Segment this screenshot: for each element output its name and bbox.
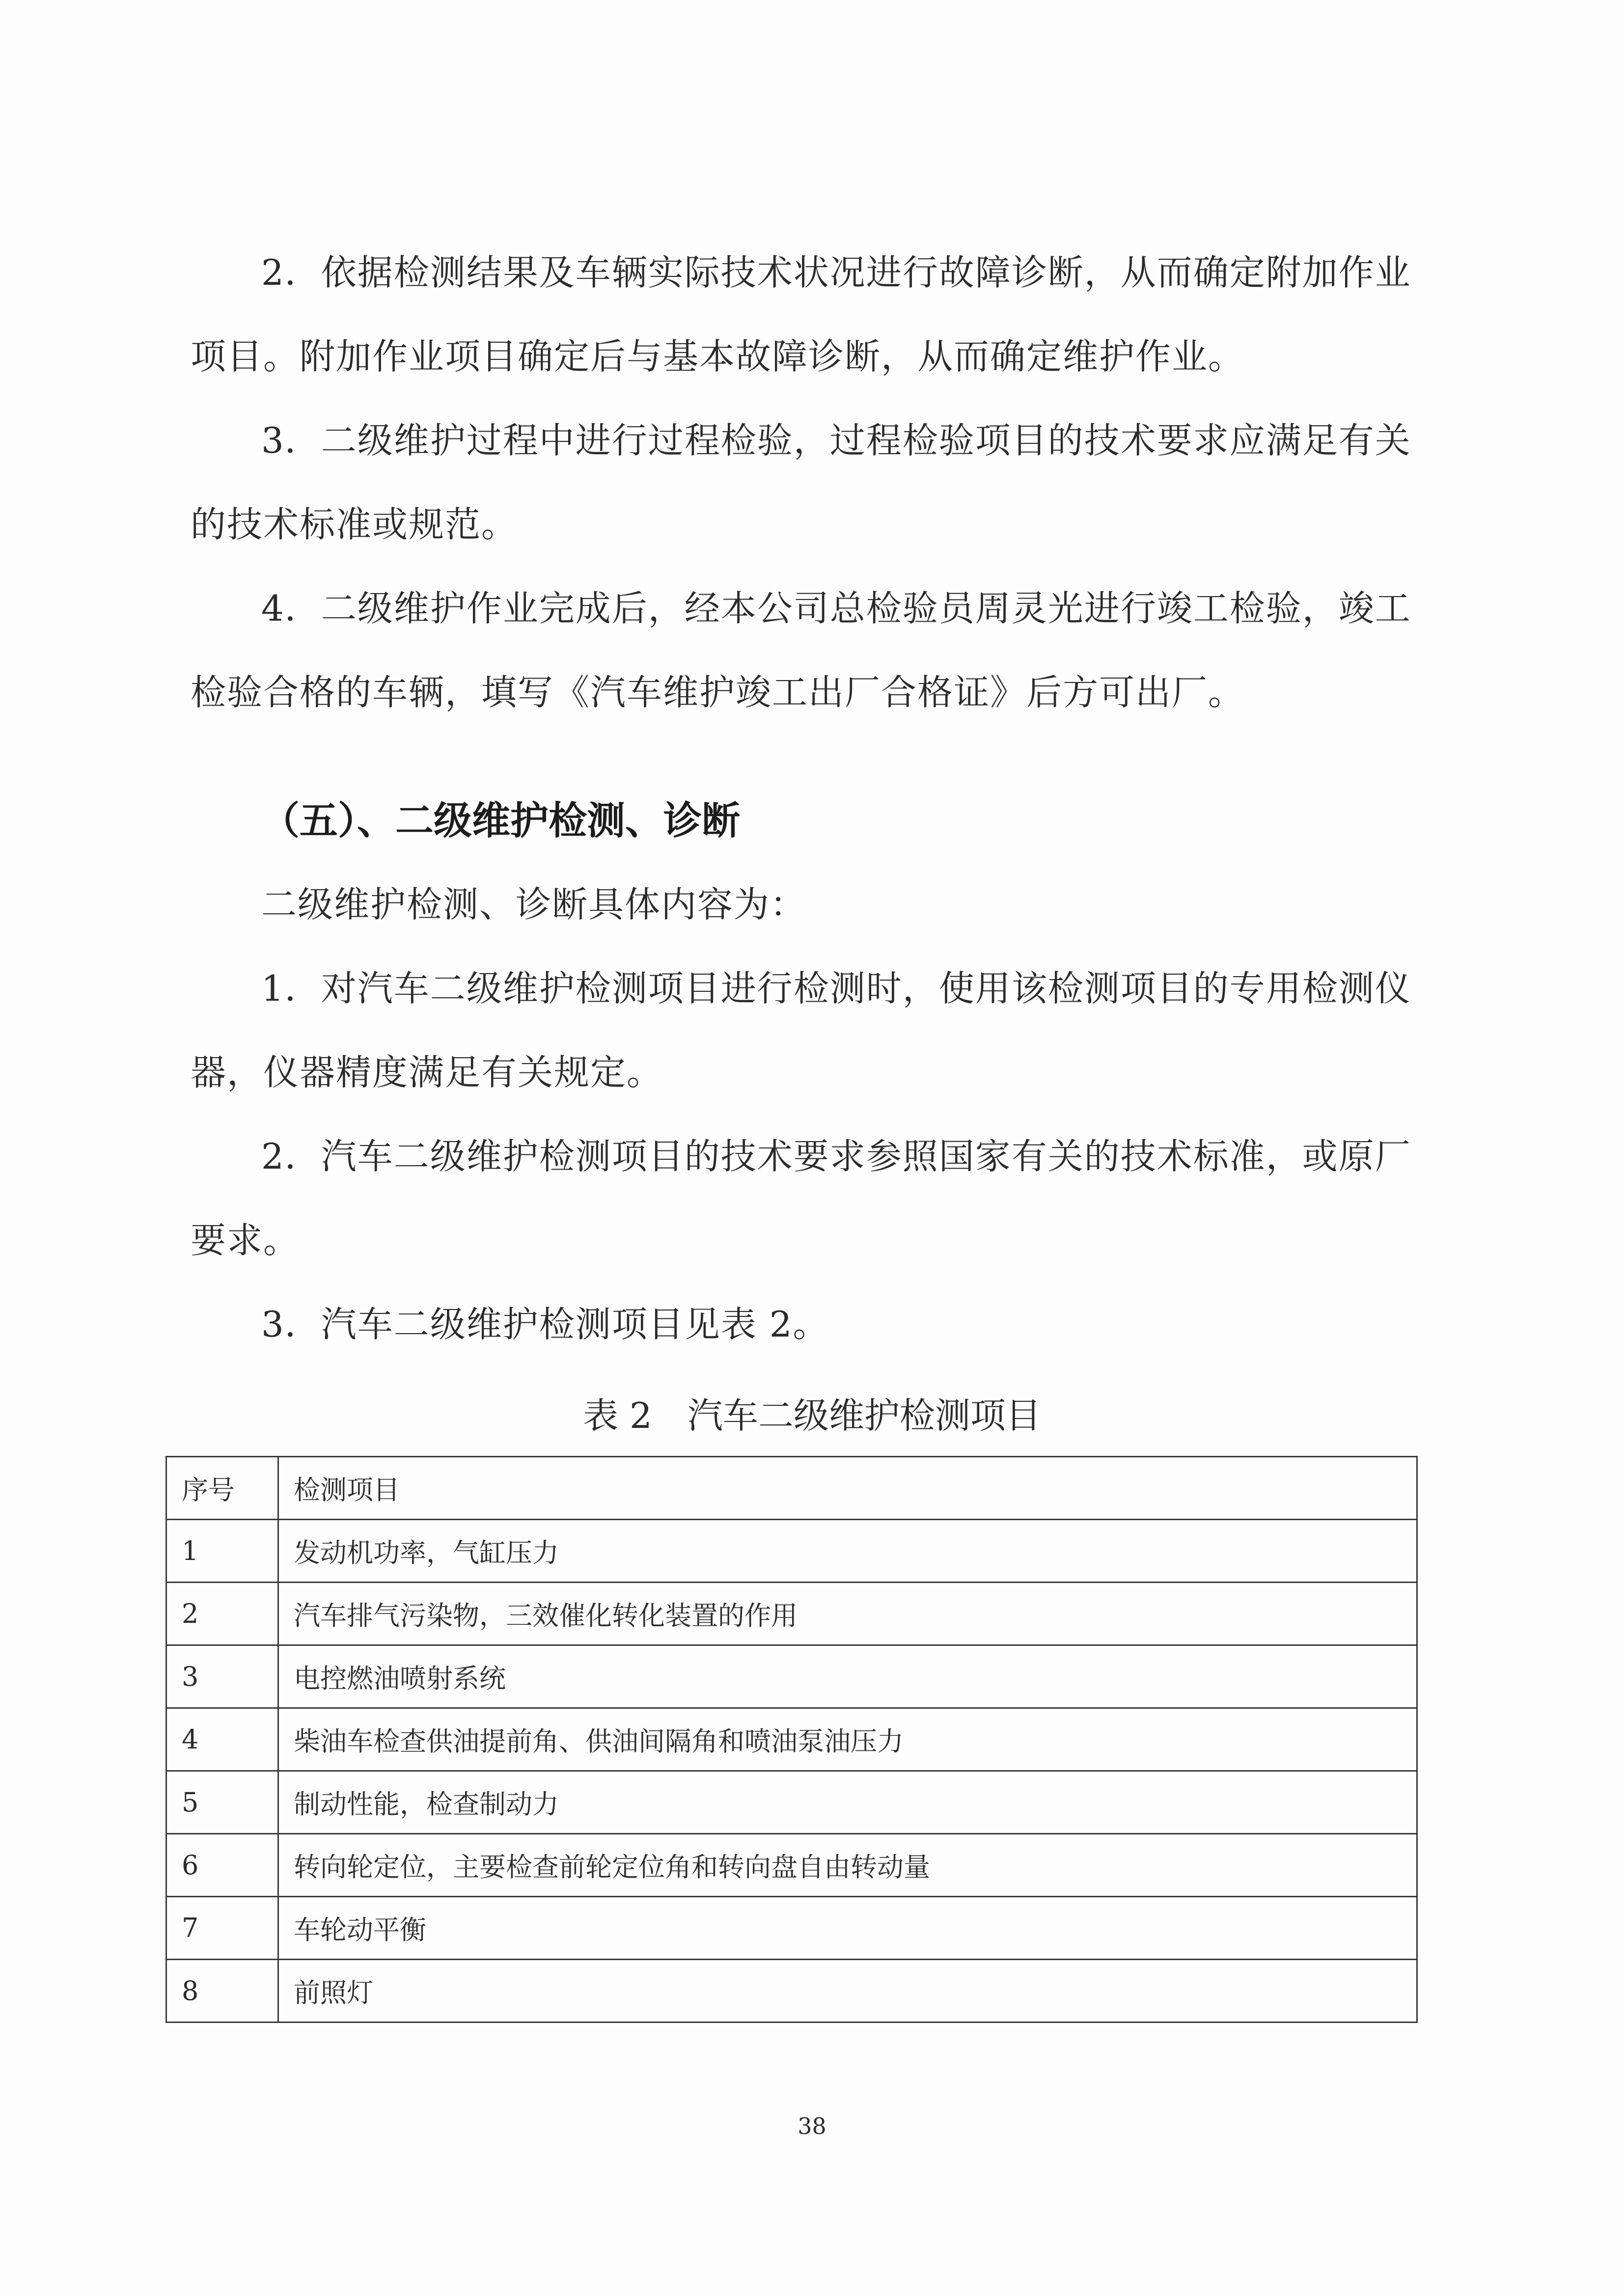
section-intro: 二级维护检测、诊断具体内容为： bbox=[261, 884, 807, 925]
row-item-cell: 发动机功率，气缸压力 bbox=[278, 1520, 1417, 1583]
section-item-3: 3．汽车二级维护检测项目见表 2。 bbox=[261, 1304, 829, 1345]
table-row bbox=[166, 1771, 1417, 1834]
table-caption: 表 2 汽车二级维护检测项目 bbox=[583, 1395, 1041, 1436]
inspection-items-table bbox=[165, 1456, 1418, 2023]
paragraph-2: 2．依据检测结果及车辆实际技术状况进行故障诊断，从而确定附加作业项目。附加作业项目确定后与基本故障诊断，从而确定维护作业。 bbox=[191, 252, 1411, 377]
table-header-row bbox=[166, 1457, 1417, 1520]
row-number-cell: 4 bbox=[166, 1708, 278, 1771]
row-number-cell: 8 bbox=[166, 1960, 278, 2023]
row-item-cell: 电控燃油喷射系统 bbox=[278, 1645, 1417, 1708]
row-item-cell: 前照灯 bbox=[278, 1960, 1417, 2023]
row-item-cell: 汽车排气污染物，三效催化转化装置的作用 bbox=[278, 1583, 1417, 1645]
row-number-cell: 3 bbox=[166, 1645, 278, 1708]
row-number-cell: 5 bbox=[166, 1771, 278, 1834]
section-item-2: 2．汽车二级维护检测项目的技术要求参照国家有关的技术标准，或原厂要求。 bbox=[191, 1136, 1411, 1261]
row-item-cell: 制动性能，检查制动力 bbox=[278, 1771, 1417, 1834]
paragraph-3: 3．二级维护过程中进行过程检验，过程检验项目的技术要求应满足有关的技术标准或规范。 bbox=[191, 420, 1411, 545]
row-item-cell: 车轮动平衡 bbox=[278, 1897, 1417, 1960]
page-number: 38 bbox=[798, 2113, 826, 2139]
row-number-cell: 6 bbox=[166, 1834, 278, 1897]
row-number-cell: 7 bbox=[166, 1897, 278, 1960]
table-row bbox=[166, 1897, 1417, 1960]
table-row bbox=[166, 1834, 1417, 1897]
table-row bbox=[166, 1645, 1417, 1708]
table-row bbox=[166, 1583, 1417, 1645]
table-row bbox=[166, 1708, 1417, 1771]
table-row bbox=[166, 1960, 1417, 2023]
row-item-cell: 柴油车检查供油提前角、供油间隔角和喷油泵油压力 bbox=[278, 1708, 1417, 1771]
header-cell-number: 序号 bbox=[166, 1457, 278, 1520]
row-item-cell: 转向轮定位，主要检查前轮定位角和转向盘自由转动量 bbox=[278, 1834, 1417, 1897]
section-heading: （五）、二级维护检测、诊断 bbox=[261, 798, 741, 843]
table-row bbox=[166, 1520, 1417, 1583]
section-item-1: 1．对汽车二级维护检测项目进行检测时，使用该检测项目的专用检测仪器，仪器精度满足有关规定。 bbox=[191, 968, 1411, 1093]
row-number-cell: 2 bbox=[166, 1583, 278, 1645]
header-cell-item: 检测项目 bbox=[278, 1457, 1417, 1520]
paragraph-4: 4．二级维护作业完成后，经本公司总检验员周灵光进行竣工检验，竣工检验合格的车辆，填写《汽车维护竣工出厂合格证》后方可出厂。 bbox=[191, 588, 1411, 713]
row-number-cell: 1 bbox=[166, 1520, 278, 1583]
